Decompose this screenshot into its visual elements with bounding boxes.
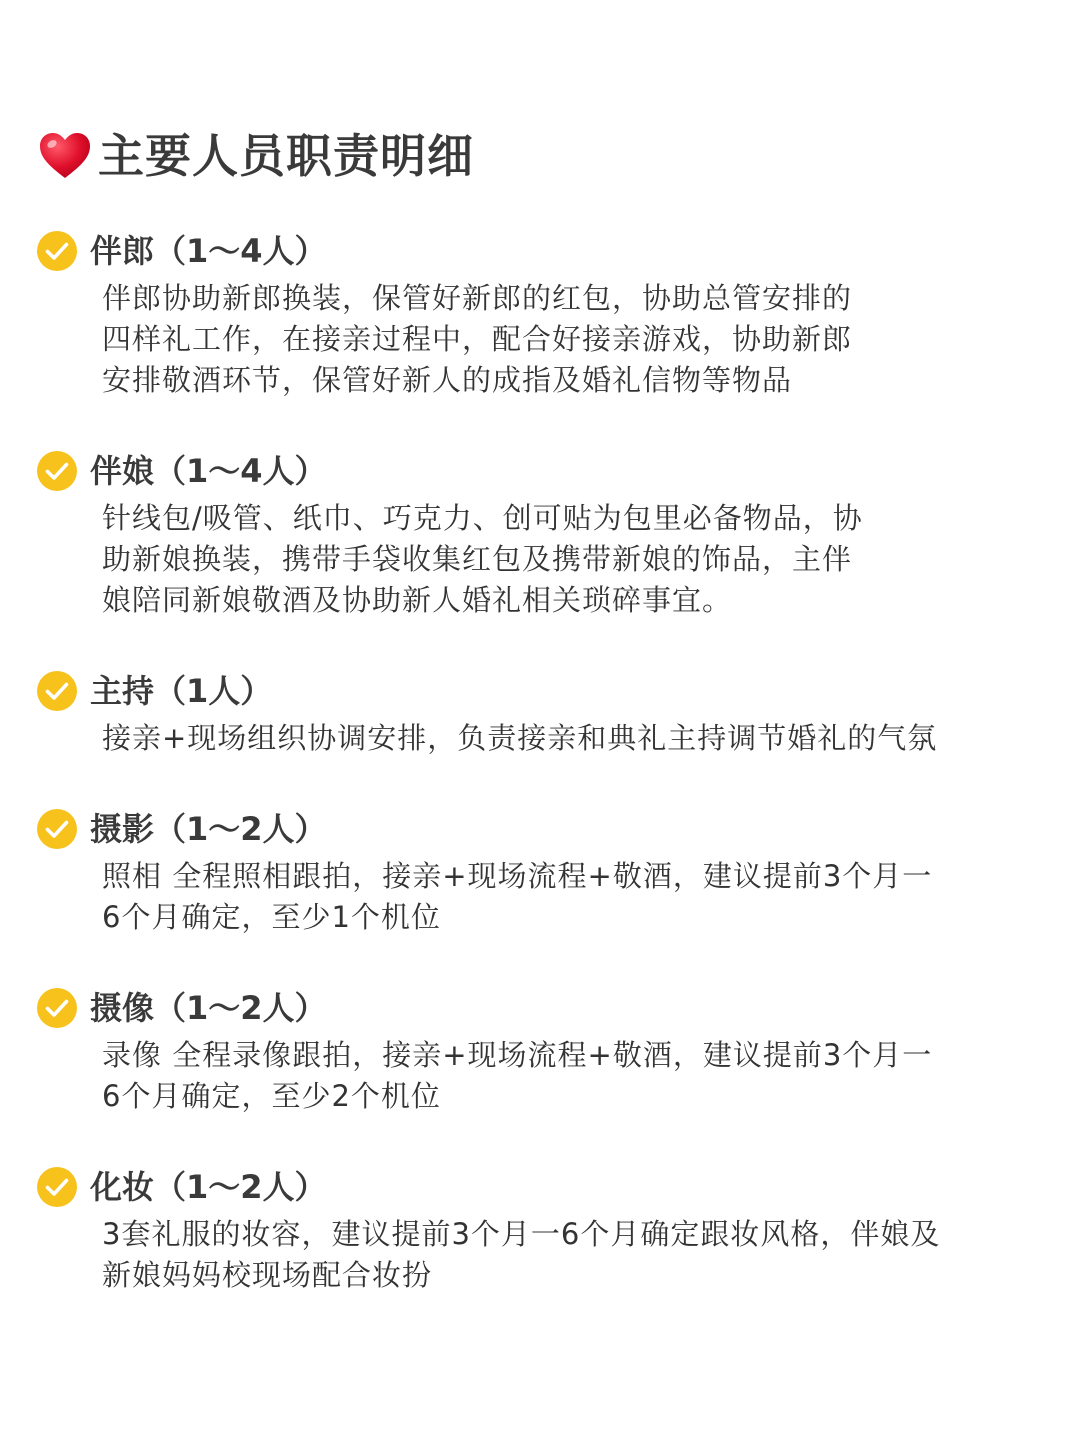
check-circle-icon	[36, 808, 78, 850]
role-section	[36, 806, 1046, 938]
role-title: 摄像（1～2人）	[90, 989, 327, 1027]
role-section-header	[36, 448, 1046, 494]
description-line: 6个月确定，至少1个机位	[102, 900, 441, 934]
page-header	[38, 126, 474, 186]
role-title: 伴娘（1～4人）	[90, 452, 327, 490]
role-section-header	[36, 228, 1046, 274]
check-circle-icon	[36, 1166, 78, 1208]
description-line: 新娘妈妈校现场配合妆扮	[102, 1258, 433, 1292]
role-section	[36, 1164, 1046, 1296]
description-line: 照相 全程照相跟拍，接亲+现场流程+敬酒，建议提前3个月一	[102, 859, 933, 893]
heart-icon	[38, 131, 92, 181]
check-circle-icon	[36, 450, 78, 492]
role-description	[102, 718, 1032, 759]
description-line: 接亲+现场组织协调安排，负责接亲和典礼主持调节婚礼的气氛	[102, 721, 938, 755]
check-circle-icon	[36, 230, 78, 272]
role-section-header	[36, 985, 1046, 1031]
description-line: 助新娘换装，携带手袋收集红包及携带新娘的饰品，主伴	[102, 542, 853, 576]
page-title: 主要人员职责明细	[98, 129, 474, 183]
description-line: 6个月确定，至少2个机位	[102, 1079, 441, 1113]
description-line: 娘陪同新娘敬酒及协助新人婚礼相关琐碎事宜。	[102, 583, 733, 617]
role-section	[36, 668, 1046, 759]
role-section-header	[36, 1164, 1046, 1210]
description-line: 伴郎协助新郎换装，保管好新郎的红包，协助总管安排的	[102, 281, 853, 315]
role-description	[102, 278, 1032, 401]
description-line: 针线包/吸管、纸巾、巧克力、创可贴为包里必备物品，协	[102, 501, 863, 535]
role-description	[102, 1035, 1032, 1117]
role-section	[36, 448, 1046, 621]
description-line: 3套礼服的妆容，建议提前3个月一6个月确定跟妆风格，伴娘及	[102, 1217, 941, 1251]
role-section-header	[36, 806, 1046, 852]
description-line: 四样礼工作，在接亲过程中，配合好接亲游戏，协助新郎	[102, 322, 853, 356]
role-title: 摄影（1～2人）	[90, 810, 327, 848]
role-section	[36, 228, 1046, 401]
role-section	[36, 985, 1046, 1117]
role-section-header	[36, 668, 1046, 714]
check-circle-icon	[36, 987, 78, 1029]
role-description	[102, 498, 1032, 621]
role-title: 伴郎（1～4人）	[90, 232, 327, 270]
role-description	[102, 856, 1032, 938]
role-title: 化妆（1～2人）	[90, 1168, 327, 1206]
role-title: 主持（1人）	[90, 672, 273, 710]
description-line: 录像 全程录像跟拍，接亲+现场流程+敬酒，建议提前3个月一	[102, 1038, 933, 1072]
role-description	[102, 1214, 1032, 1296]
check-circle-icon	[36, 670, 78, 712]
description-line: 安排敬酒环节，保管好新人的成指及婚礼信物等物品	[102, 363, 793, 397]
